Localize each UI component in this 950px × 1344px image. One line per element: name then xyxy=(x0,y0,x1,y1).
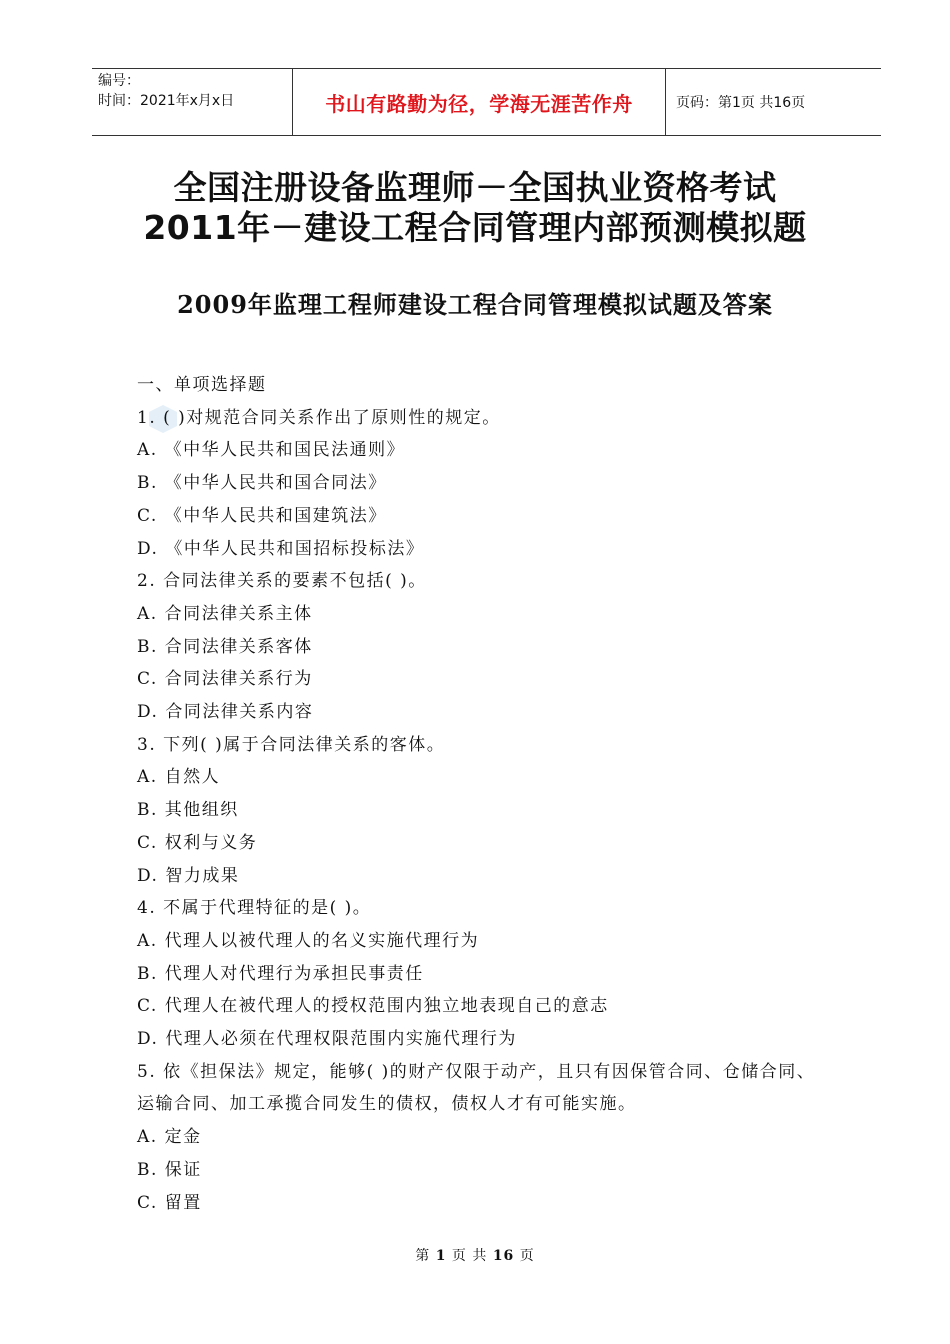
header-meta-cell xyxy=(92,69,293,135)
content-line: A. 合同法律关系主体 xyxy=(137,603,313,624)
footer-total-pages: 16 xyxy=(492,1248,515,1264)
motto-text: 书山有路勤为径，学海无涯苦作舟 xyxy=(325,91,633,116)
content-line: D. 智力成果 xyxy=(137,865,240,886)
content-line: B. 保证 xyxy=(137,1159,202,1180)
content-line: D. 合同法律关系内容 xyxy=(137,702,314,723)
page-footer xyxy=(0,1245,950,1265)
content-line: B. 合同法律关系客体 xyxy=(137,636,313,657)
content-line: D. 《中华人民共和国招标投标法》 xyxy=(137,538,425,559)
content-line: C. 留置 xyxy=(137,1192,202,1213)
content-line: A. 自然人 xyxy=(137,767,221,788)
content-line: 运输合同、加工承揽合同发生的债权，债权人才有可能实施。 xyxy=(137,1094,637,1115)
content-line: D. 代理人必须在代理权限范围内实施代理行为 xyxy=(137,1029,517,1050)
content-line: C. 合同法律关系行为 xyxy=(137,669,313,690)
footer-prefix: 第 xyxy=(415,1248,431,1264)
page-info: 页码：第1页 共16页 xyxy=(676,95,806,111)
number-label: 编号： xyxy=(98,73,140,89)
content-line: 4. 不属于代理特征的是( )。 xyxy=(137,898,372,919)
content-line: C. 《中华人民共和国建筑法》 xyxy=(137,505,387,526)
content-line: B. 代理人对代理行为承担民事责任 xyxy=(137,963,424,984)
content-line: B. 《中华人民共和国合同法》 xyxy=(137,473,387,494)
content-line: C. 代理人在被代理人的授权范围内独立地表现自己的意志 xyxy=(137,996,609,1017)
content-line: 3. 下列( )属于合同法律关系的客体。 xyxy=(137,734,446,755)
time-label: 时间：2021年x月x日 xyxy=(98,93,235,109)
question-content xyxy=(137,369,857,1219)
content-line: C. 权利与义务 xyxy=(137,832,258,853)
content-line: A. 代理人以被代理人的名义实施代理行为 xyxy=(137,930,480,951)
header-table xyxy=(92,68,881,136)
footer-page-number: 1 xyxy=(435,1248,447,1264)
content-line: A. 定金 xyxy=(137,1127,202,1148)
document-title-line1: 全国注册设备监理师－全国执业资格考试 xyxy=(173,168,777,207)
content-line: A. 《中华人民共和国民法通则》 xyxy=(137,440,406,461)
header-page-cell xyxy=(666,69,881,135)
footer-suffix: 页 xyxy=(519,1248,535,1264)
header-motto-cell xyxy=(293,69,666,135)
content-line: 5. 依《担保法》规定，能够( )的财产仅限于动产，且只有因保管合同、仓储合同、 xyxy=(137,1061,816,1082)
footer-middle: 页 共 xyxy=(451,1248,488,1264)
document-subtitle: 2009年监理工程师建设工程合同管理模拟试题及答案 xyxy=(177,290,773,319)
content-line: 1. ( )对规范合同关系作出了原则性的规定。 xyxy=(137,407,501,428)
content-line: 2. 合同法律关系的要素不包括( )。 xyxy=(137,571,427,592)
content-line: B. 其他组织 xyxy=(137,800,239,821)
section-heading: 一、单项选择题 xyxy=(137,375,267,395)
document-title-line2: 2011年－建设工程合同管理内部预测模拟题 xyxy=(143,208,807,247)
